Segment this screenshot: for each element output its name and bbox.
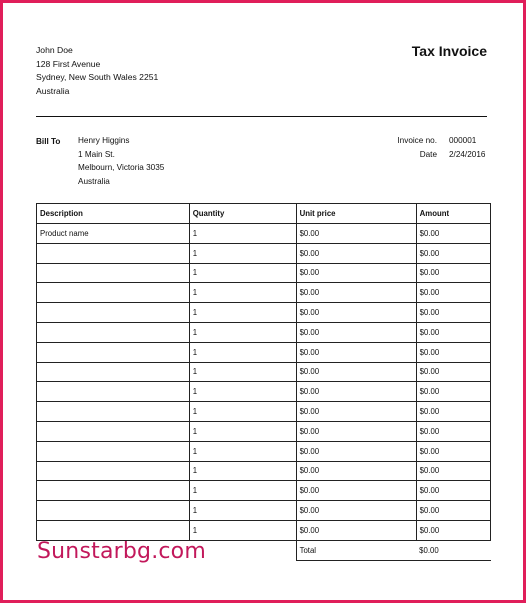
column-header-description: Description bbox=[37, 204, 190, 224]
cell-description bbox=[37, 421, 190, 441]
cell-quantity: 1 bbox=[189, 243, 296, 263]
line-items-table bbox=[36, 203, 491, 561]
cell-description: Product name bbox=[37, 224, 190, 244]
cell-description bbox=[37, 441, 190, 461]
cell-unit-price: $0.00 bbox=[296, 303, 416, 323]
cell-unit-price: $0.00 bbox=[296, 441, 416, 461]
invoice-number-label: Invoice no. bbox=[397, 136, 437, 145]
watermark-text: Sunstarbg.com bbox=[37, 539, 206, 564]
bill-to-address bbox=[78, 134, 164, 188]
cell-unit-price: $0.00 bbox=[296, 520, 416, 540]
bill-to-name: Henry Higgins bbox=[78, 136, 130, 145]
column-header-unit-price: Unit price bbox=[296, 204, 416, 224]
cell-quantity: 1 bbox=[189, 421, 296, 441]
cell-unit-price: $0.00 bbox=[296, 283, 416, 303]
cell-unit-price: $0.00 bbox=[296, 501, 416, 521]
table-row bbox=[37, 501, 491, 521]
cell-quantity: 1 bbox=[189, 501, 296, 521]
total-label: Total bbox=[296, 540, 416, 560]
table-row bbox=[37, 520, 491, 540]
cell-description bbox=[37, 303, 190, 323]
cell-description bbox=[37, 402, 190, 422]
cell-quantity: 1 bbox=[189, 224, 296, 244]
bill-to-address-line1: 1 Main St. bbox=[78, 149, 115, 159]
table-row bbox=[37, 382, 491, 402]
cell-amount: $0.00 bbox=[416, 342, 490, 362]
cell-unit-price: $0.00 bbox=[296, 421, 416, 441]
table-row bbox=[37, 481, 491, 501]
cell-unit-price: $0.00 bbox=[296, 402, 416, 422]
cell-amount: $0.00 bbox=[416, 224, 490, 244]
cell-description bbox=[37, 382, 190, 402]
cell-amount: $0.00 bbox=[416, 481, 490, 501]
cell-description bbox=[37, 501, 190, 521]
bill-to-address-line2: Melbourn, Victoria 3035 bbox=[78, 163, 165, 173]
cell-unit-price: $0.00 bbox=[296, 461, 416, 481]
invoice-number-value: 000001 bbox=[449, 136, 477, 145]
cell-amount: $0.00 bbox=[416, 520, 490, 540]
table-row bbox=[37, 402, 491, 422]
sender-address-line2: Sydney, New South Wales 2251 bbox=[36, 72, 159, 83]
cell-amount: $0.00 bbox=[416, 303, 490, 323]
cell-description bbox=[37, 243, 190, 263]
cell-quantity: 1 bbox=[189, 303, 296, 323]
table-row bbox=[37, 243, 491, 263]
bill-to-label: Bill To bbox=[36, 137, 61, 146]
cell-amount: $0.00 bbox=[416, 243, 490, 263]
sender-country: Australia bbox=[36, 85, 70, 96]
cell-amount: $0.00 bbox=[416, 421, 490, 441]
cell-unit-price: $0.00 bbox=[296, 322, 416, 342]
cell-amount: $0.00 bbox=[416, 362, 490, 382]
cell-description bbox=[37, 322, 190, 342]
invoice-date-row bbox=[377, 148, 487, 162]
invoice-date-label: Date bbox=[419, 149, 437, 159]
cell-quantity: 1 bbox=[189, 322, 296, 342]
cell-unit-price: $0.00 bbox=[296, 224, 416, 244]
cell-quantity: 1 bbox=[189, 520, 296, 540]
cell-quantity: 1 bbox=[189, 481, 296, 501]
sender-name: John Doe bbox=[36, 45, 73, 55]
sender-address bbox=[36, 44, 158, 98]
sender-address-line1: 128 First Avenue bbox=[36, 58, 101, 69]
table-row bbox=[37, 283, 491, 303]
cell-unit-price: $0.00 bbox=[296, 263, 416, 283]
table-row bbox=[37, 224, 491, 244]
cell-amount: $0.00 bbox=[416, 402, 490, 422]
cell-amount: $0.00 bbox=[416, 263, 490, 283]
cell-quantity: 1 bbox=[189, 441, 296, 461]
document-title: Tax Invoice bbox=[411, 43, 487, 59]
table-row bbox=[37, 263, 491, 283]
cell-quantity: 1 bbox=[189, 362, 296, 382]
cell-amount: $0.00 bbox=[416, 322, 490, 342]
table-row bbox=[37, 322, 491, 342]
cell-description bbox=[37, 263, 190, 283]
cell-quantity: 1 bbox=[189, 382, 296, 402]
table-row bbox=[37, 303, 491, 323]
column-header-amount: Amount bbox=[416, 204, 490, 224]
cell-description bbox=[37, 481, 190, 501]
cell-quantity: 1 bbox=[189, 461, 296, 481]
table-row bbox=[37, 421, 491, 441]
cell-amount: $0.00 bbox=[416, 501, 490, 521]
invoice-date-value: 2/24/2016 bbox=[449, 149, 486, 159]
column-header-quantity: Quantity bbox=[189, 204, 296, 224]
cell-quantity: 1 bbox=[189, 283, 296, 303]
cell-quantity: 1 bbox=[189, 263, 296, 283]
cell-unit-price: $0.00 bbox=[296, 342, 416, 362]
cell-amount: $0.00 bbox=[416, 441, 490, 461]
cell-unit-price: $0.00 bbox=[296, 481, 416, 501]
invoice-meta bbox=[377, 134, 487, 161]
cell-description bbox=[37, 362, 190, 382]
header-divider bbox=[36, 116, 487, 117]
cell-unit-price: $0.00 bbox=[296, 362, 416, 382]
cell-description bbox=[37, 461, 190, 481]
cell-unit-price: $0.00 bbox=[296, 382, 416, 402]
cell-description bbox=[37, 283, 190, 303]
cell-description bbox=[37, 520, 190, 540]
cell-amount: $0.00 bbox=[416, 283, 490, 303]
cell-description bbox=[37, 342, 190, 362]
total-value: $0.00 bbox=[416, 540, 490, 560]
cell-quantity: 1 bbox=[189, 342, 296, 362]
table-header-row bbox=[37, 204, 491, 224]
cell-quantity: 1 bbox=[189, 402, 296, 422]
cell-amount: $0.00 bbox=[416, 382, 490, 402]
table-row bbox=[37, 342, 491, 362]
table-row bbox=[37, 362, 491, 382]
bill-to-country: Australia bbox=[78, 176, 110, 186]
table-row bbox=[37, 441, 491, 461]
invoice-number-row bbox=[377, 134, 487, 148]
cell-amount: $0.00 bbox=[416, 461, 490, 481]
table-row bbox=[37, 461, 491, 481]
cell-unit-price: $0.00 bbox=[296, 243, 416, 263]
